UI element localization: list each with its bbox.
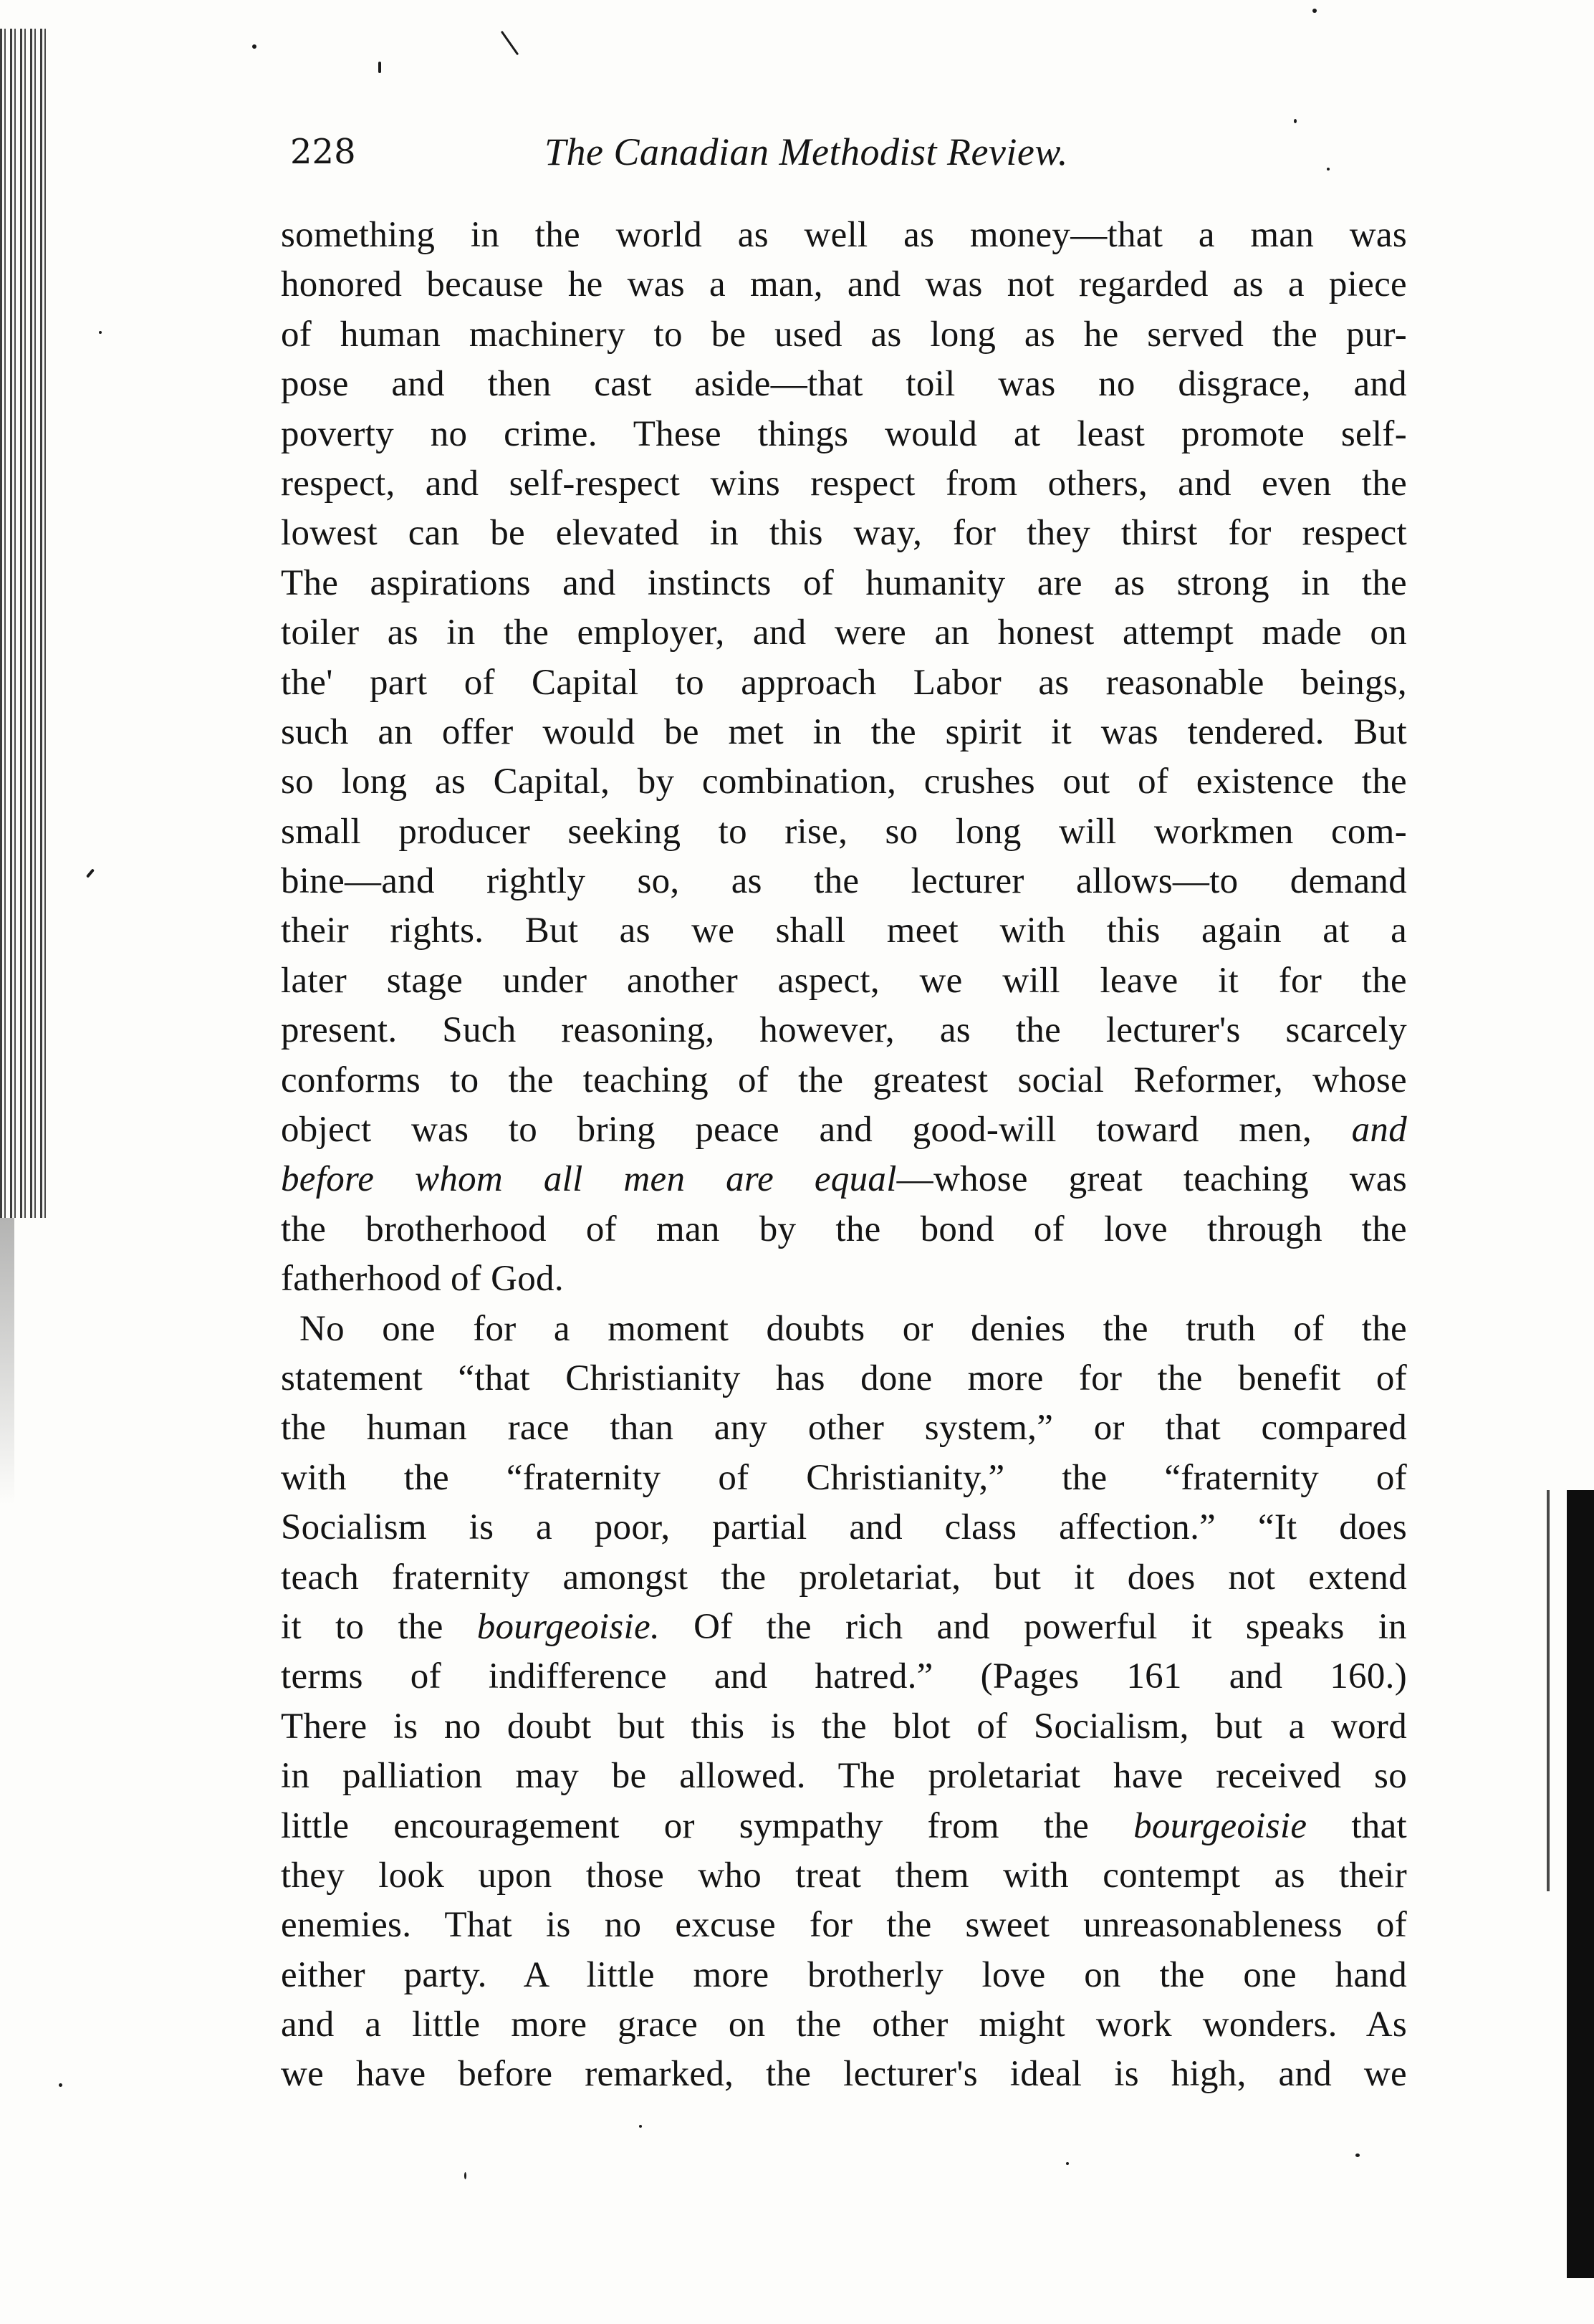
text-line — [281, 658, 1407, 708]
page-header — [290, 130, 1401, 188]
scan-speck — [1312, 9, 1317, 13]
scan-speck — [639, 2125, 642, 2128]
text-line — [281, 1851, 1407, 1901]
text-run: in palliation may be allowed. The proletariat have received so — [281, 1756, 1407, 1797]
text-line — [281, 807, 1407, 857]
italic-text: and — [1351, 1110, 1407, 1151]
text-run: respect, and self-respect wins respect from others, and even the — [281, 463, 1407, 504]
text-run: present. Such reasoning, however, as the lecturer's scarcely — [281, 1010, 1407, 1051]
text-line — [281, 1105, 1407, 1155]
text-run: it to the — [281, 1606, 477, 1647]
scan-speck — [99, 331, 102, 334]
text-run: we have before remarked, the lecturer's ideal is high, and we — [281, 2054, 1407, 2095]
binding-edge-left — [0, 29, 50, 1218]
text-run: the' part of Capital to approach Labor as reasonable beings, — [281, 662, 1407, 703]
text-line — [281, 559, 1407, 608]
text-run: The aspirations and instincts of humanity are as strong in the — [281, 562, 1407, 603]
text-line — [281, 1951, 1407, 2000]
scan-speck — [1066, 2162, 1069, 2165]
text-line — [281, 1403, 1407, 1453]
text-run: little encouragement or sympathy from the — [281, 1805, 1134, 1846]
running-title: The Canadian Methodist Review. — [544, 130, 1068, 173]
text-line — [281, 2050, 1407, 2099]
text-line — [281, 1553, 1407, 1603]
text-run: object was to bring peace and good-will toward men, — [281, 1110, 1352, 1151]
body-text — [281, 211, 1407, 2100]
italic-text: bourgeoisie — [1133, 1805, 1307, 1846]
text-run: such an offer would be met in the spirit it was tendered. But — [281, 711, 1407, 752]
text-line — [281, 608, 1407, 658]
text-line — [281, 211, 1407, 260]
text-line — [281, 1454, 1407, 1503]
scan-speck — [1355, 2153, 1360, 2157]
text-run: conforms to the teaching of the greatest social Reformer, whose — [281, 1060, 1407, 1100]
text-run: they look upon those who treat them with contempt as their — [281, 1855, 1407, 1896]
text-run: enemies. That is no excuse for the sweet unreasonableness of — [281, 1905, 1407, 1946]
scan-speck — [464, 2172, 466, 2179]
text-run: their rights. But as we shall meet with this again at a — [281, 911, 1407, 951]
binding-line-right — [1547, 1490, 1550, 1891]
text-line — [281, 360, 1407, 409]
text-line — [281, 260, 1407, 309]
text-run: of human machinery to be used as long as he served the pur- — [281, 314, 1407, 355]
text-line — [281, 410, 1407, 459]
text-run: There is no doubt but this is the blot of Socialism, but a word — [281, 1706, 1407, 1747]
text-run: terms of indifference and hatred.” (Pages 161 and 160.) — [281, 1656, 1407, 1697]
text-run: either party. A little more brotherly love on the one hand — [281, 1954, 1407, 1995]
text-line — [281, 1752, 1407, 1801]
italic-text: before whom all men are equal — [281, 1159, 897, 1200]
italic-text: bourgeoisie. — [476, 1606, 660, 1647]
text-run: lowest can be elevated in this way, for they thirst for respect — [281, 513, 1407, 554]
text-run: statement “that Christianity has done more for the benefit of — [281, 1358, 1407, 1398]
text-line — [281, 1056, 1407, 1105]
text-line — [281, 1901, 1407, 1950]
binding-shadow-left — [0, 1218, 14, 1504]
scan-speck — [378, 62, 381, 73]
text-run: Socialism is a poor, partial and class affection.” “It does — [281, 1507, 1407, 1548]
text-line — [281, 857, 1407, 906]
text-run: honored because he was a man, and was not regarded as a piece — [281, 264, 1407, 305]
text-line — [281, 906, 1407, 956]
text-line — [281, 1254, 1407, 1304]
text-run: and a little more grace on the other might work wonders. As — [281, 2004, 1407, 2045]
text-run: fatherhood of God. — [281, 1259, 564, 1300]
text-line — [281, 1305, 1407, 1354]
text-run: so long as Capital, by combination, crushes out of existence the — [281, 762, 1407, 802]
scan-speck — [501, 31, 519, 55]
text-run: with the “fraternity of Christianity,” the “fraternity of — [281, 1457, 1407, 1498]
text-line — [281, 956, 1407, 1006]
text-line — [281, 1205, 1407, 1254]
text-line — [281, 1503, 1407, 1552]
text-line — [281, 1006, 1407, 1055]
text-line — [281, 1802, 1407, 1851]
text-line — [281, 2000, 1407, 2050]
text-line — [281, 310, 1407, 360]
text-run: teach fraternity amongst the proletariat, but it does not extend — [281, 1557, 1407, 1598]
text-line — [281, 1603, 1407, 1652]
text-run: Of the rich and powerful it speaks in — [660, 1606, 1407, 1647]
text-run: pose and then cast aside—that toil was no disgrace, and — [281, 364, 1407, 405]
text-line — [281, 757, 1407, 807]
text-run: later stage under another aspect, we will leave it for the — [281, 960, 1407, 1001]
text-line — [281, 1652, 1407, 1701]
text-line — [281, 1354, 1407, 1403]
text-run: the human race than any other system,” or that compared — [281, 1408, 1407, 1449]
text-run: poverty no crime. These things would at least promote self- — [281, 413, 1407, 454]
text-line — [281, 1155, 1407, 1204]
page-number: 228 — [290, 132, 356, 172]
text-run: small producer seeking to rise, so long will workmen com- — [281, 811, 1407, 852]
scan-speck — [252, 44, 256, 49]
text-line — [281, 708, 1407, 757]
binding-edge-right — [1567, 1490, 1594, 2278]
text-run: No one for a moment doubts or denies the truth of the — [299, 1308, 1407, 1349]
text-run: —whose great teaching was — [896, 1159, 1407, 1200]
text-run: toiler as in the employer, and were an honest attempt made on — [281, 613, 1407, 653]
text-run: that — [1307, 1805, 1407, 1846]
text-run: bine—and rightly so, as the lecturer allows—to demand — [281, 861, 1407, 902]
scan-speck — [86, 868, 95, 878]
text-run: something in the world as well as money—that a man was — [281, 215, 1407, 255]
scan-speck — [1294, 119, 1297, 123]
text-run: the brotherhood of man by the bond of love through the — [281, 1209, 1407, 1249]
scan-speck — [59, 2083, 62, 2087]
text-line — [281, 459, 1407, 509]
text-line — [281, 509, 1407, 558]
text-line — [281, 1702, 1407, 1752]
